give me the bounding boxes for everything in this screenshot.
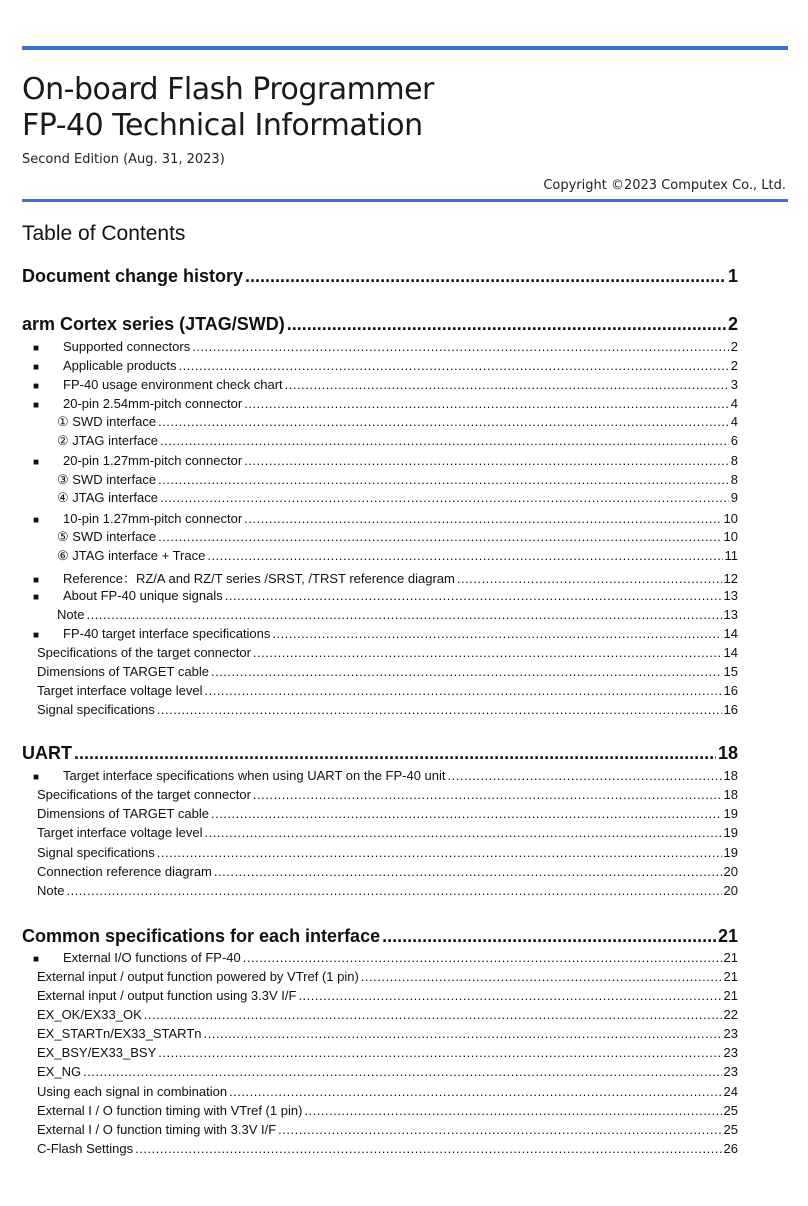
toc-entry-page: 19 [723,806,738,821]
dot-leader [207,548,722,563]
toc-entry-page: 19 [723,825,738,840]
toc-entry-label: Signal specifications [37,702,155,717]
dot-leader [272,626,721,641]
dot-leader [135,1141,721,1156]
toc-entry-label: 10-pin 1.27mm-pitch connector [63,511,243,526]
toc-entry-page: 14 [723,645,738,660]
toc-entry-signal-specs-19[interactable] [37,845,738,860]
toc-entry-ex-bsy[interactable] [37,1045,738,1060]
toc-entry-label: UART [22,743,72,763]
toc-entry-page: 8 [730,472,738,487]
toc-entry-page: 10 [723,529,738,544]
dot-leader [382,926,716,947]
toc-entry-signal-combination[interactable] [37,1084,738,1099]
toc-entry-swd-interface-1[interactable] [57,414,738,430]
toc-entry-label: Note [57,607,85,622]
toc-entry-label: External I/O functions of FP-40 [63,950,241,965]
edition-date: Second Edition (Aug. 31, 2023) [22,152,225,167]
toc-entry-label: Target interface specifications when using UART on the FP-40 unit [63,768,446,783]
toc-entry-page: 4 [730,396,738,411]
toc-entry-page: 22 [723,1007,738,1022]
dot-leader [253,787,722,802]
toc-entry-page: 3 [730,377,738,392]
toc-entry-c-flash-settings[interactable] [37,1141,738,1156]
toc-entry-usage-environment-check-chart[interactable] [33,377,738,392]
dot-leader [211,664,722,679]
bullet-square-icon: ■ [33,772,40,783]
toc-entry-page: 4 [730,414,738,429]
toc-entry-label: ① SWD interface [57,414,157,429]
toc-entry-page: 21 [723,950,738,965]
toc-entry-page: 18 [723,768,738,783]
toc-entry-target-connector-specs-18[interactable] [37,787,738,802]
document-title-line-2: FP-40 Technical Information [22,108,423,143]
dot-leader [448,768,722,783]
toc-entry-target-cable-dimensions-19[interactable] [37,806,738,821]
toc-entry-page: 6 [730,433,738,448]
dot-leader [158,1045,721,1060]
toc-entry-page: 19 [723,845,738,860]
bullet-square-icon: ■ [33,630,40,641]
toc-entry-page: 10 [723,511,738,526]
dot-leader [245,266,726,287]
bullet-square-icon: ■ [33,343,40,354]
toc-entry-page: 24 [723,1084,738,1099]
toc-entry-label: ③ SWD interface [57,472,157,487]
toc-entry-label: Using each signal in combination [37,1084,228,1099]
toc-entry-note-13[interactable] [57,607,738,622]
dot-leader [160,490,729,505]
toc-entry-page: 25 [723,1103,738,1118]
dot-leader [192,339,729,354]
toc-entry-label: ⑥ JTAG interface + Trace [57,548,206,563]
toc-entry-label: Connection reference diagram [37,864,212,879]
bullet-square-icon: ■ [33,400,40,411]
dot-leader [204,825,721,840]
toc-entry-label: Dimensions of TARGET cable [37,664,209,679]
toc-entry-external-io-functions[interactable] [33,950,738,965]
dot-leader [285,377,729,392]
bullet-square-icon: ■ [33,954,40,965]
dot-leader [158,472,729,487]
toc-entry-page: 14 [723,626,738,641]
toc-entry-page: 13 [723,588,738,603]
toc-entry-label: Signal specifications [37,845,155,860]
toc-entry-io-timing-33v[interactable] [37,1122,738,1137]
toc-entry-label: Document change history [22,266,244,286]
toc-entry-voltage-level-19[interactable] [37,825,738,840]
toc-entry-page: 20 [723,864,738,879]
bullet-square-icon: ■ [33,381,40,392]
toc-entry-label: ② JTAG interface [57,433,158,448]
toc-entry-jtag-interface-trace-6[interactable] [57,548,738,564]
toc-entry-common-specifications[interactable] [22,926,738,947]
toc-entry-page: 12 [723,571,738,586]
toc-entry-label: EX_STARTn/EX33_STARTn [37,1026,202,1041]
toc-entry-unique-signals[interactable] [33,588,738,603]
dot-leader [74,743,716,764]
toc-entry-page: 2 [727,314,738,334]
toc-entry-target-cable-dimensions-15[interactable] [37,664,738,679]
dot-leader [244,453,729,468]
dot-leader [304,1103,721,1118]
toc-entry-note-20[interactable] [37,883,738,898]
toc-entry-page: 23 [723,1064,738,1079]
toc-entry-label: Target interface voltage level [37,683,203,698]
bullet-square-icon: ■ [33,457,40,468]
toc-entry-label: External input / output function powered by VTref (1 pin) [37,969,359,984]
toc-entry-page: 18 [717,743,738,763]
toc-entry-label: EX_NG [37,1064,82,1079]
toc-entry-page: 23 [723,1026,738,1041]
bullet-square-icon: ■ [33,515,40,526]
toc-entry-ex-ok[interactable] [37,1007,738,1022]
toc-entry-label: About FP-40 unique signals [63,588,223,603]
toc-entry-connection-reference-diagram[interactable] [37,864,738,879]
toc-entry-applicable-products[interactable] [33,358,738,373]
toc-entry-label: 20-pin 2.54mm-pitch connector [63,396,243,411]
toc-entry-uart[interactable] [22,743,738,764]
toc-entry-target-interface-specs[interactable] [33,626,738,641]
bullet-square-icon: ■ [33,575,40,586]
dot-leader [244,396,729,411]
dot-leader [204,683,721,698]
toc-entry-external-io-vtref[interactable] [37,969,738,984]
toc-entry-page: 11 [724,548,738,563]
toc-entry-label: ⑤ SWD interface [57,529,157,544]
copyright-notice: Copyright ©2023 Computex Co., Ltd. [543,178,786,193]
toc-entry-label: C-Flash Settings [37,1141,134,1156]
dot-leader [361,969,722,984]
dot-leader [157,702,722,717]
toc-entry-page: 18 [723,787,738,802]
toc-entry-voltage-level-16[interactable] [37,683,738,698]
toc-entry-label: Specifications of the target connector [37,645,251,660]
toc-entry-page: 21 [723,969,738,984]
toc-entry-uart-target-interface-specs[interactable] [33,768,738,783]
toc-entry-label: Dimensions of TARGET cable [37,806,209,821]
toc-entry-label: EX_OK/EX33_OK [37,1007,142,1022]
header-bottom-rule [22,199,788,202]
toc-entry-page: 13 [723,607,738,622]
dot-leader [158,414,729,429]
toc-entry-label: Note [37,883,65,898]
dot-leader [211,806,722,821]
toc-entry-page: 15 [723,664,738,679]
toc-entry-page: 9 [730,490,738,505]
toc-entry-ex-ng[interactable] [37,1064,738,1079]
toc-entry-ex-startn[interactable] [37,1026,738,1041]
dot-leader [144,1007,722,1022]
dot-leader [287,314,726,335]
dot-leader [253,645,722,660]
toc-entry-page: 16 [723,702,738,717]
toc-entry-reference-rz-diagram[interactable] [33,568,738,587]
toc-entry-label: EX_BSY/EX33_BSY [37,1045,157,1060]
toc-entry-page: 20 [723,883,738,898]
toc-entry-page: 2 [730,339,738,354]
toc-entry-document-change-history[interactable] [22,266,738,287]
toc-entry-label: Target interface voltage level [37,825,203,840]
toc-entry-label: Specifications of the target connector [37,787,251,802]
toc-entry-label: External I / O function timing with VTref (1 pin) [37,1103,303,1118]
dot-leader [244,511,721,526]
dot-leader [157,845,722,860]
dot-leader [214,864,722,879]
toc-entry-page: 2 [730,358,738,373]
toc-entry-target-connector-specs-14[interactable] [37,645,738,660]
toc-entry-page: 21 [717,926,738,946]
toc-entry-page: 21 [723,988,738,1003]
document-title-line-1: On-board Flash Programmer [22,72,434,107]
toc-entry-jtag-interface-4[interactable] [57,490,738,506]
dot-leader [225,588,722,603]
toc-entry-page: 23 [723,1045,738,1060]
dot-leader [178,358,728,373]
toc-entry-swd-interface-5[interactable] [57,529,738,545]
toc-entry-label: Reference：RZ/A and RZ/T series /SRST, /TRST reference diagram [63,571,455,586]
dot-leader [457,571,722,586]
dot-leader [278,1122,721,1137]
toc-entry-label: External I / O function timing with 3.3V I/F [37,1122,277,1137]
dot-leader [243,950,722,965]
toc-heading: Table of Contents [22,222,186,245]
dot-leader [158,529,721,544]
toc-entry-label: External input / output function using 3.3V I/F [37,988,297,1003]
toc-entry-page: 25 [723,1122,738,1137]
toc-entry-label: 20-pin 1.27mm-pitch connector [63,453,243,468]
toc-entry-label: ④ JTAG interface [57,490,158,505]
toc-entry-io-timing-vtref[interactable] [37,1103,738,1118]
toc-entry-swd-interface-3[interactable] [57,472,738,488]
toc-entry-jtag-interface-2[interactable] [57,433,738,449]
dot-leader [160,433,729,448]
toc-entry-page: 16 [723,683,738,698]
bullet-square-icon: ■ [33,362,40,373]
toc-entry-page: 8 [730,453,738,468]
toc-entry-20pin-127-connector[interactable] [33,453,738,468]
top-rule [22,46,788,50]
toc-entry-20pin-254-connector[interactable] [33,396,738,411]
toc-entry-signal-specs-16[interactable] [37,702,738,717]
toc-entry-label: Applicable products [63,358,177,373]
toc-entry-10pin-127-connector[interactable] [33,511,738,526]
dot-leader [229,1084,721,1099]
toc-entry-label: arm Cortex series (JTAG/SWD) [22,314,285,334]
toc-entry-label: FP-40 usage environment check chart [63,377,283,392]
dot-leader [298,988,721,1003]
toc-entry-label: Common specifications for each interface [22,926,381,946]
dot-leader [86,607,721,622]
dot-leader [66,883,721,898]
toc-entry-label: Supported connectors [63,339,191,354]
toc-entry-supported-connectors[interactable] [33,339,738,354]
toc-entry-page: 1 [727,266,738,286]
toc-entry-page: 26 [723,1141,738,1156]
toc-entry-arm-cortex-series[interactable] [22,314,738,335]
dot-leader [204,1026,722,1041]
toc-entry-label: FP-40 target interface specifications [63,626,271,641]
toc-entry-external-io-33v[interactable] [37,988,738,1003]
dot-leader [83,1064,721,1079]
bullet-square-icon: ■ [33,592,40,603]
